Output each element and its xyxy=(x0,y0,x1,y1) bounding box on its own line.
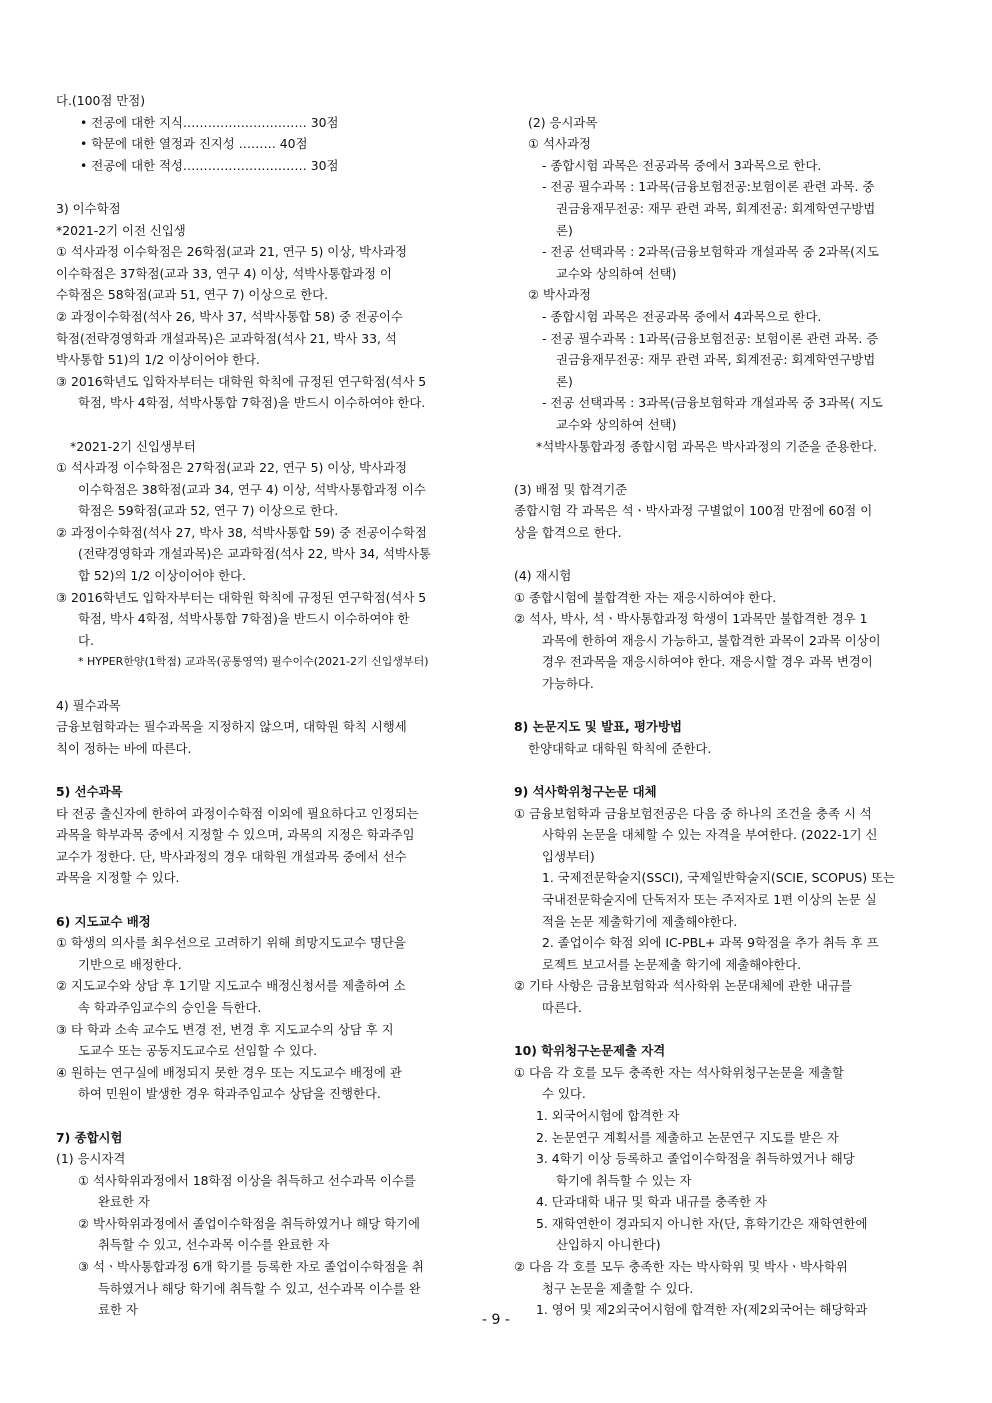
spacer xyxy=(56,889,480,911)
text-line: (전략경영학과 개설과목)은 교과학점(석사 22, 박사 34, 석박사통 xyxy=(78,546,431,562)
spacer xyxy=(56,759,480,781)
text-line: 로젝트 보고서를 논문제출 학기에 제출해야한다. xyxy=(542,956,802,972)
text-line: (1) 응시자격 xyxy=(56,1151,126,1167)
spacer xyxy=(56,414,480,436)
left-column xyxy=(56,90,480,1321)
text-line: 권금융재무전공: 재무 관련 과목, 회계전공: 회계학연구방법 xyxy=(556,352,876,368)
text-line: 이수학점은 37학점(교과 33, 연구 4) 이상, 석박사통합과정 이 xyxy=(56,265,392,281)
text-line: 완료한 자 xyxy=(98,1194,150,1210)
text-line: 이수학점은 38학점(교과 34, 연구 4) 이상, 석박사통합과정 이수 xyxy=(78,481,426,497)
text-line: 4) 필수과목 xyxy=(56,697,121,713)
text-line: 따른다. xyxy=(542,999,582,1015)
text-line: 국내전문학술지에 단독저자 또는 주저자로 1편 이상의 논문 실 xyxy=(542,891,877,907)
text-line: 론) xyxy=(556,373,573,389)
text-line: 3) 이수학점 xyxy=(56,200,121,216)
text-line: ② 기타 사항은 금융보험학과 석사학위 논문대체에 관한 내규를 xyxy=(514,978,852,994)
text-line: 칙이 정하는 바에 따른다. xyxy=(56,740,192,756)
text-line: - 전공 선택과목 : 2과목(금융보험학과 개설과목 중 2과목(지도 xyxy=(542,244,879,260)
text-line: 1. 국제전문학술지(SSCI), 국제일반학술지(SCIE, SCOPUS) 또는 xyxy=(542,870,896,886)
text-line: 교수와 상의하여 선택) xyxy=(556,265,677,281)
text-line: ① 학생의 의사를 최우선으로 고려하기 위해 희망지도교수 명단을 xyxy=(56,935,406,951)
spacer xyxy=(514,457,938,479)
text-line: ① 석사과정 이수학점은 27학점(교과 22, 연구 5) 이상, 박사과정 xyxy=(56,460,407,476)
text-line: * HYPER한양(1학점) 교과목(공통영역) 필수이수(2021-2기 신입생부터) xyxy=(78,655,429,669)
text-line: ① 금융보험학과 금융보험전공은 다음 중 하나의 조건을 충족 시 석 xyxy=(514,805,872,821)
text-line: 학점, 박사 4학점, 석박사통합 7학점)을 반드시 이수하여야 한 xyxy=(78,611,410,627)
text-line: 학기에 취득할 수 있는 자 xyxy=(556,1172,692,1188)
text-line: 경우 전과목을 재응시하여야 한다. 재응시할 경우 과목 변경이 xyxy=(542,654,873,670)
text-line: ② 석사, 박사, 석ㆍ박사통합과정 학생이 1과목만 불합격한 경우 1 xyxy=(514,611,868,627)
text-line: ② 과정이수학점(석사 26, 박사 37, 석박사통합 58) 중 전공이수 xyxy=(56,308,403,324)
text-line: 2. 논문연구 계획서를 제출하고 논문연구 지도를 받은 자 xyxy=(536,1129,839,1145)
text-line: 종합시험 각 과목은 석ㆍ박사과정 구별없이 100점 만점에 60점 이 xyxy=(514,503,873,519)
text-line: - 종합시험 과목은 전공과목 중에서 3과목으로 한다. xyxy=(542,157,822,173)
text-line: 수학점은 58학점(교과 51, 연구 7) 이상으로 한다. xyxy=(56,287,329,303)
right-column xyxy=(514,90,938,1321)
text-line: 사학위 논문을 대체할 수 있는 자격을 부여한다. (2022-1기 신 xyxy=(542,827,878,843)
text-line: - 종합시험 과목은 전공과목 중에서 4과목으로 한다. xyxy=(542,308,822,324)
text-line: 금융보험학과는 필수과목을 지정하지 않으며, 대학원 학칙 시행세 xyxy=(56,719,407,735)
section-heading: 7) 종합시험 xyxy=(56,1129,123,1145)
text-line: 입생부터) xyxy=(542,848,595,864)
text-line: 론) xyxy=(556,222,573,238)
text-line: 기반으로 배정한다. xyxy=(78,956,182,972)
text-line: 2. 졸업이수 학점 외에 IC-PBL+ 과목 9학점을 추가 취득 후 프 xyxy=(542,935,879,951)
text-line: 적을 논문 제출학기에 제출해야한다. xyxy=(542,913,738,929)
spacer xyxy=(514,759,938,781)
section-heading: 8) 논문지도 및 발표, 평가방법 xyxy=(514,719,682,735)
text-line: 과목을 학부과목 중에서 지정할 수 있으며, 과목의 지정은 학과주임 xyxy=(56,827,415,843)
text-line: 과목에 한하여 재응시 가능하고, 불합격한 과목이 2과목 이상이 xyxy=(542,632,881,648)
section-heading: 6) 지도교수 배정 xyxy=(56,913,151,929)
text-line: 다.(100점 만점) xyxy=(56,93,146,108)
text-line: ① 종합시험에 불합격한 자는 재응시하여야 한다. xyxy=(514,589,777,605)
page-number: - 9 - xyxy=(482,1312,510,1328)
text-line: *석박사통합과정 종합시험 과목은 박사과정의 기준을 준용한다. xyxy=(536,438,878,454)
text-line: (3) 배점 및 합격기준 xyxy=(514,481,628,497)
spacer xyxy=(56,673,480,695)
text-line: 학점은 59학점(교과 52, 연구 7) 이상으로 한다. xyxy=(78,503,339,519)
text-line: *2021-2기 이전 신입생 xyxy=(56,222,186,238)
text-line: • 전공에 대한 지식………………………… 30점 xyxy=(80,114,339,130)
text-line: 취득할 수 있고, 선수과목 이수를 완료한 자 xyxy=(98,1237,330,1253)
text-line: 학점, 박사 4학점, 석박사통합 7학점)을 반드시 이수하여야 한다. xyxy=(78,395,426,411)
spacer xyxy=(514,695,938,717)
text-line: ① 석사과정 이수학점은 26학점(교과 21, 연구 5) 이상, 박사과정 xyxy=(56,244,407,260)
text-line: 청구 논문을 제출할 수 있다. xyxy=(542,1280,694,1296)
spacer xyxy=(514,543,938,565)
text-line: ② 박사학위과정에서 졸업이수학점을 취득하였거나 해당 학기에 xyxy=(78,1215,421,1231)
text-line: 합 52)의 1/2 이상이어야 한다. xyxy=(78,568,246,584)
text-line: 1. 외국어시험에 합격한 자 xyxy=(536,1107,680,1123)
text-line: *2021-2기 신입생부터 xyxy=(70,438,196,454)
text-line: 득하였거나 해당 학기에 취득할 수 있고, 선수과목 이수를 완 xyxy=(98,1280,421,1296)
text-line: ③ 타 학과 소속 교수도 변경 전, 변경 후 지도교수의 상담 후 지 xyxy=(56,1021,394,1037)
text-line: 도교수 또는 공동지도교수로 선임할 수 있다. xyxy=(78,1043,318,1059)
text-line: 교수와 상의하여 선택) xyxy=(556,416,677,432)
text-line: ④ 원하는 연구실에 배정되지 못한 경우 또는 지도교수 배정에 관 xyxy=(56,1064,402,1080)
spacer xyxy=(56,1105,480,1127)
text-line: ③ 2016학년도 입학자부터는 대학원 학칙에 규정된 연구학점(석사 5 xyxy=(56,589,427,605)
text-line: 과목을 지정할 수 있다. xyxy=(56,870,180,886)
text-line: 산입하지 아니한다) xyxy=(556,1237,661,1253)
text-line: ① 다음 각 호를 모두 충족한 자는 석사학위청구논문을 제출할 xyxy=(514,1064,844,1080)
text-line: ② 지도교수와 상담 후 1기말 지도교수 배정신청서를 제출하여 소 xyxy=(56,978,406,994)
text-line: 5. 재학연한이 경과되지 아니한 자(단, 휴학기간은 재학연한에 xyxy=(536,1215,868,1231)
text-line: 속 학과주임교수의 승인을 득한다. xyxy=(78,999,262,1015)
text-line: - 전공 필수과목 : 1과목(금융보험전공: 보험이론 관련 과목. 증 xyxy=(542,330,879,346)
spacer xyxy=(514,90,938,112)
text-line: 교수가 정한다. 단, 박사과정의 경우 대학원 개설과목 중에서 선수 xyxy=(56,848,407,864)
text-line: ② 과정이수학점(석사 27, 박사 38, 석박사통합 59) 중 전공이수학점 xyxy=(56,524,427,540)
text-line: 학점(전략경영학과 개설과목)은 교과학점(석사 21, 박사 33, 석 xyxy=(56,330,397,346)
text-line: ③ 석ㆍ박사통합과정 6개 학기를 등록한 자로 졸업이수학점을 취 xyxy=(78,1259,424,1275)
text-line: - 전공 필수과목 : 1과목(금융보험전공:보험이론 관련 과목. 중 xyxy=(542,179,875,195)
text-line: 수 있다. xyxy=(542,1086,586,1102)
text-line: 한양대학교 대학원 학칙에 준한다. xyxy=(528,740,712,756)
text-line: 료한 자 xyxy=(98,1302,138,1318)
text-line: 권금융재무전공: 재무 관련 과목, 회계전공: 회계학연구방법 xyxy=(556,200,876,216)
text-line: ① 석사학위과정에서 18학점 이상을 취득하고 선수과목 이수를 xyxy=(78,1172,416,1188)
text-line: 3. 4학기 이상 등록하고 졸업이수학점을 취득하였거나 해당 xyxy=(536,1151,855,1167)
text-line: ① 석사과정 xyxy=(528,136,591,152)
text-line: - 전공 선택과목 : 3과목(금융보험학과 개설과목 중 3과목( 지도 xyxy=(542,395,883,411)
text-line: 가능하다. xyxy=(542,676,594,692)
text-line: 1. 영어 및 제2외국어시험에 합격한 자(제2외국어는 해당학과 xyxy=(536,1302,868,1318)
text-line: ③ 2016학년도 입학자부터는 대학원 학칙에 규정된 연구학점(석사 5 xyxy=(56,373,427,389)
text-line: 하여 민원이 발생한 경우 학과주임교수 상담을 진행한다. xyxy=(78,1086,381,1102)
text-line: 타 전공 출신자에 한하여 과정이수학점 이외에 필요하다고 인정되는 xyxy=(56,805,419,821)
text-line: 다. xyxy=(78,632,94,648)
text-line: 상을 합격으로 한다. xyxy=(514,524,622,540)
spacer xyxy=(514,1019,938,1041)
spacer xyxy=(56,176,480,198)
text-line: (4) 재시험 xyxy=(514,568,572,584)
text-line: • 학문에 대한 열정과 진지성 ……… 40점 xyxy=(80,136,308,152)
section-heading: 5) 선수과목 xyxy=(56,784,123,799)
text-line: • 전공에 대한 적성………………………… 30점 xyxy=(80,157,339,173)
text-line: 4. 단과대학 내규 및 학과 내규를 충족한 자 xyxy=(536,1194,767,1210)
text-line: ② 박사과정 xyxy=(528,287,591,303)
section-heading: 10) 학위청구논문제출 자격 xyxy=(514,1043,666,1059)
section-heading: 9) 석사학위청구논문 대체 xyxy=(514,784,657,799)
text-line: 박사통합 51)의 1/2 이상이어야 한다. xyxy=(56,352,260,368)
text-line: (2) 응시과목 xyxy=(528,114,598,130)
text-line: ② 다음 각 호를 모두 충족한 자는 박사학위 및 박사ㆍ박사학위 xyxy=(514,1259,848,1275)
